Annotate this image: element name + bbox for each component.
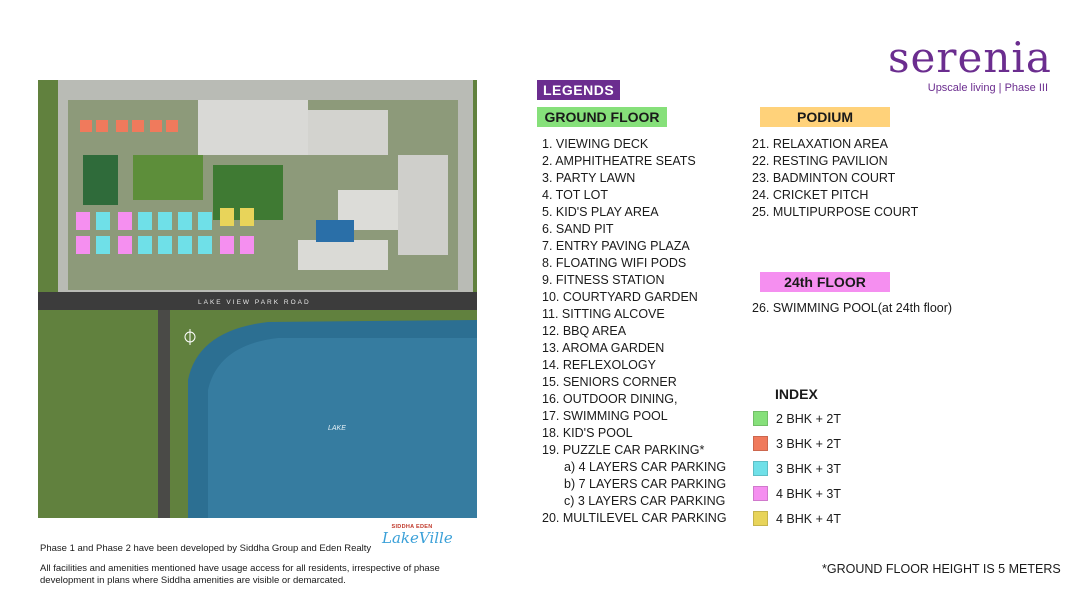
list-item: 14. REFLEXOLOGY bbox=[542, 358, 656, 372]
list-item: 6. SAND PIT bbox=[542, 222, 614, 236]
index-label: 4 BHK + 4T bbox=[776, 511, 841, 526]
lake-label: LAKE bbox=[328, 425, 346, 432]
party-lawn bbox=[133, 155, 203, 200]
ground-height-note: *GROUND FLOOR HEIGHT IS 5 METERS bbox=[822, 562, 1061, 576]
index-row bbox=[753, 506, 841, 531]
usage-note: All facilities and amenities mentioned have usage access for all residents, irrespective of phase development in plans where Siddha amenities are visible or demarcated. bbox=[40, 563, 440, 586]
list-subitem: a) 4 LAYERS CAR PARKING bbox=[564, 460, 727, 474]
list-item: 7. ENTRY PAVING PLAZA bbox=[542, 239, 690, 253]
list-item: 22. RESTING PAVILION bbox=[752, 154, 888, 168]
swimming-pool bbox=[316, 220, 354, 242]
brand-logo bbox=[888, 33, 1052, 94]
index-row bbox=[753, 431, 841, 456]
lakeville-logo bbox=[382, 524, 453, 547]
ground-floor-heading: GROUND FLOOR bbox=[537, 107, 667, 127]
index-label: 2 BHK + 2T bbox=[776, 411, 841, 426]
brand-name: serenia bbox=[888, 33, 1052, 82]
list-item: 19. PUZZLE CAR PARKING* bbox=[542, 443, 705, 457]
list-item: 16. OUTDOOR DINING, bbox=[542, 392, 678, 406]
index-label: 3 BHK + 2T bbox=[776, 436, 841, 451]
color-swatch bbox=[753, 511, 768, 526]
floor24-list bbox=[752, 300, 952, 317]
lakeville-logo-name: LakeVille bbox=[382, 529, 453, 547]
brand-tagline: Upscale living | Phase III bbox=[927, 82, 1048, 94]
color-swatch bbox=[753, 436, 768, 451]
sport-court bbox=[83, 155, 118, 205]
list-item: 3. PARTY LAWN bbox=[542, 171, 636, 185]
color-swatch bbox=[753, 461, 768, 476]
road-label: LAKE VIEW PARK ROAD bbox=[198, 299, 311, 306]
index-title: INDEX bbox=[775, 386, 818, 402]
developer-note: Phase 1 and Phase 2 have been developed by Siddha Group and Eden Realty bbox=[40, 543, 372, 554]
index-label: 4 BHK + 3T bbox=[776, 486, 841, 501]
index-label: 3 BHK + 3T bbox=[776, 461, 841, 476]
list-subitem: b) 7 LAYERS CAR PARKING bbox=[564, 477, 727, 491]
index-list bbox=[753, 406, 841, 531]
list-item: 2. AMPHITHEATRE SEATS bbox=[542, 154, 696, 168]
legends-title: LEGENDS bbox=[537, 80, 620, 100]
lakeville-logo-top: SIDDHA EDEN bbox=[391, 524, 433, 530]
color-swatch bbox=[753, 486, 768, 501]
list-item: 1. VIEWING DECK bbox=[542, 137, 649, 151]
floor24-heading: 24th FLOOR bbox=[760, 272, 890, 292]
list-item: 23. BADMINTON COURT bbox=[752, 171, 896, 185]
list-item: 11. SITTING ALCOVE bbox=[542, 307, 665, 321]
site-plan-map bbox=[38, 80, 477, 518]
index-row bbox=[753, 406, 841, 431]
index-row bbox=[753, 456, 841, 481]
list-item: 26. SWIMMING POOL(at 24th floor) bbox=[752, 301, 953, 315]
list-item: 24. CRICKET PITCH bbox=[752, 188, 869, 202]
list-item: 8. FLOATING WIFI PODS bbox=[542, 256, 687, 270]
list-item: 18. KID'S POOL bbox=[542, 426, 633, 440]
list-item: 21. RELAXATION AREA bbox=[752, 137, 888, 151]
list-item: 12. BBQ AREA bbox=[542, 324, 627, 338]
list-item: 9. FITNESS STATION bbox=[542, 273, 665, 287]
list-item: 10. COURTYARD GARDEN bbox=[542, 290, 698, 304]
list-item: 13. AROMA GARDEN bbox=[542, 341, 665, 355]
ground-floor-list bbox=[542, 136, 727, 527]
index-row bbox=[753, 481, 841, 506]
list-item: 17. SWIMMING POOL bbox=[542, 409, 668, 423]
tower-block bbox=[198, 100, 308, 155]
podium-heading: PODIUM bbox=[760, 107, 890, 127]
list-item: 4. TOT LOT bbox=[542, 188, 608, 202]
site-plan-svg bbox=[38, 80, 477, 518]
color-swatch bbox=[753, 411, 768, 426]
list-item: 20. MULTILEVEL CAR PARKING bbox=[542, 511, 727, 525]
podium-list bbox=[752, 136, 918, 221]
list-item: 15. SENIORS CORNER bbox=[542, 375, 677, 389]
list-subitem: c) 3 LAYERS CAR PARKING bbox=[564, 494, 726, 508]
list-item: 5. KID'S PLAY AREA bbox=[542, 205, 659, 219]
list-item: 25. MULTIPURPOSE COURT bbox=[752, 205, 919, 219]
